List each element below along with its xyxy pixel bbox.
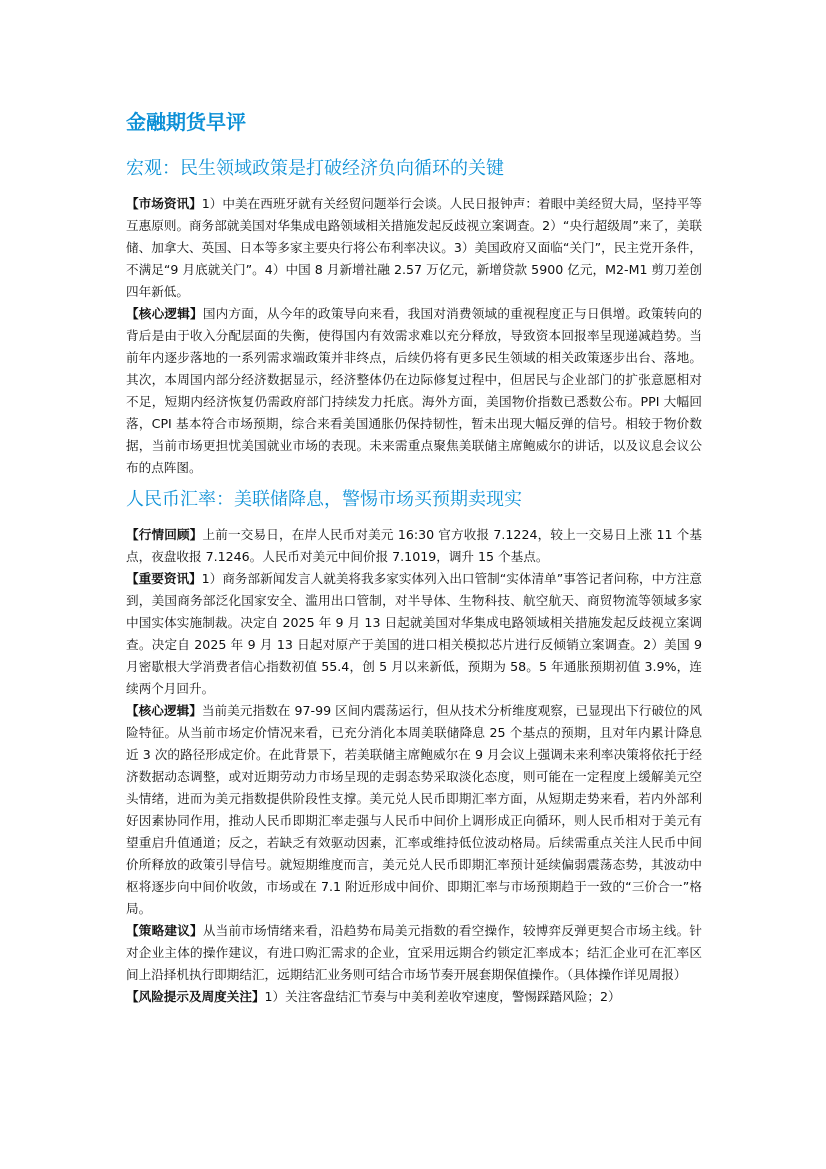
- macro-section-title: 宏观：民生领域政策是打破经济负向循环的关键: [126, 158, 504, 179]
- market-review-tag: 【行情回顾】: [126, 527, 203, 542]
- rmb-core-logic-text: 当前美元指数在 97-99 区间内震荡运行，但从技术分析维度观察，已显现出下行破位的风险特征。从当前市场定价情况来看，已充分消化本周美联储降息 25 个基点的预期，且对年内累计降息近 3 次的路径形成定价。在此背景下，若美联储主席鲍威尔在 9 月会议上强调未来利率决策将依托于经济数据动态调整，或对近期劳动力市场呈现的走弱态势采取淡化态度，则可能在一定程度上缓解美元空头情绪，进而为美元指数提供阶段性支撑。美元兑人民币即期汇率方面，从短期走势来看，若内外部利好因素协同作用，推动人民币即期汇率走强与人民币中间价上调形成正向循环，则人民币相对于美元有望重启升值通道；反之，若缺乏有效驱动因素，汇率或维持低位波动格局。后续需重点关注人民币中间价所释放的政策引导信号。就短期维度而言，美元兑人民币即期汇率预计延续偏弱震荡态势，其波动中枢将逐步向中间价收敛，市场或在 7.1 附近形成中间价、即期汇率与市场预期趋于一致的“三价合一”格局。: [126, 703, 702, 916]
- macro-section: [126, 154, 702, 479]
- strategy-paragraph: [126, 920, 702, 986]
- risk-text: 1）关注客盘结汇节奏与中美利差收窄速度，警惕踩踏风险；2）: [264, 989, 621, 1004]
- key-news-text: 1）商务部新闻发言人就美将我多家实体列入出口管制“实体清单”事答记者问称，中方注意到，美国商务部泛化国家安全、滥用出口管制，对半导体、生物科技、航空航天、商贸物流等领域多家中国实体实施制裁。决定自 2025 年 9 月 13 日起就美国对华集成电路领域相关措施发起反歧视立案调查。决定自 2025 年 9 月 13 日起对原产于美国的进口相关模拟芯片进行反倾销立案调查。2）美国 9 月密歇根大学消费者信心指数初值 55.4，创 5 月以来新低，预期为 58。5 年通胀预期初值 3.9%，连续两个月回升。: [126, 571, 703, 696]
- strategy-text: 从当前市场情绪来看，沿趋势布局美元指数的看空操作，较博弈反弹更契合市场主线。针对企业主体的操作建议，有进口购汇需求的企业，宜采用远期合约锁定汇率成本；结汇企业可在汇率区间上沿择机执行即期结汇，远期结汇业务则可结合市场节奏开展套期保值操作。（具体操作详见周报）: [126, 923, 702, 982]
- market-news-tag: 【市场资讯】: [126, 196, 202, 211]
- market-news-paragraph: [126, 193, 702, 303]
- key-news-paragraph: [126, 568, 702, 700]
- market-review-text: 上前一交易日，在岸人民币对美元 16:30 官方收报 7.1224，较上一交易日上涨 11 个基点，夜盘收报 7.1246。人民币对美元中间价报 7.1019，调升 15 个基点。: [126, 527, 703, 564]
- key-news-tag: 【重要资讯】: [126, 571, 202, 586]
- rmb-section: [126, 485, 702, 1008]
- strategy-tag: 【策略建议】: [126, 923, 203, 938]
- macro-core-logic-paragraph: [126, 303, 702, 479]
- rmb-core-logic-paragraph: [126, 700, 702, 920]
- market-news-text: 1）中美在西班牙就有关经贸问题举行会谈。人民日报钟声：着眼中美经贸大局，坚持平等互惠原则。商务部就美国对华集成电路领域相关措施发起反歧视立案调查。2）“央行超级周”来了，美联储、加拿大、英国、日本等多家主要央行将公布利率决议。3）美国政府又面临“关门”，民主党开条件，不满足“9 月底就关门”。4）中国 8 月新增社融 2.57 万亿元，新增贷款 5900 亿元，M2-M1 剪刀差创四年新低。: [126, 196, 703, 299]
- risk-tag: 【风险提示及周度关注】: [126, 989, 265, 1004]
- rmb-section-title: 人民币汇率：美联储降息，警惕市场买预期卖现实: [126, 489, 522, 510]
- macro-core-logic-tag: 【核心逻辑】: [126, 306, 203, 321]
- market-review-paragraph: [126, 524, 702, 568]
- document-title: 金融期货早评: [126, 110, 246, 134]
- rmb-core-logic-tag: 【核心逻辑】: [126, 703, 202, 718]
- risk-paragraph: [126, 986, 702, 1008]
- macro-core-logic-text: 国内方面，从今年的政策导向来看，我国对消费领域的重视程度正与日俱增。政策转向的背后是由于收入分配层面的失衡，使得国内有效需求难以充分释放，导致资本回报率呈现递减趋势。当前年内逐步落地的一系列需求端政策并非终点，后续仍将有更多民生领域的相关政策逐步出台、落地。其次，本周国内部分经济数据显示，经济整体仍在边际修复过程中，但居民与企业部门的扩张意愿相对不足，短期内经济恢复仍需政府部门持续发力托底。海外方面，美国物价指数已悉数公布。PPI 大幅回落，CPI 基本符合市场预期，综合来看美国通胀仍保持韧性，暂未出现大幅反弹的信号。相较于物价数据，当前市场更担忧美国就业市场的表现。未来需重点聚焦美联储主席鲍威尔的讲话，以及议息会议公布的点阵图。: [126, 306, 702, 475]
- document-body: [126, 104, 702, 1014]
